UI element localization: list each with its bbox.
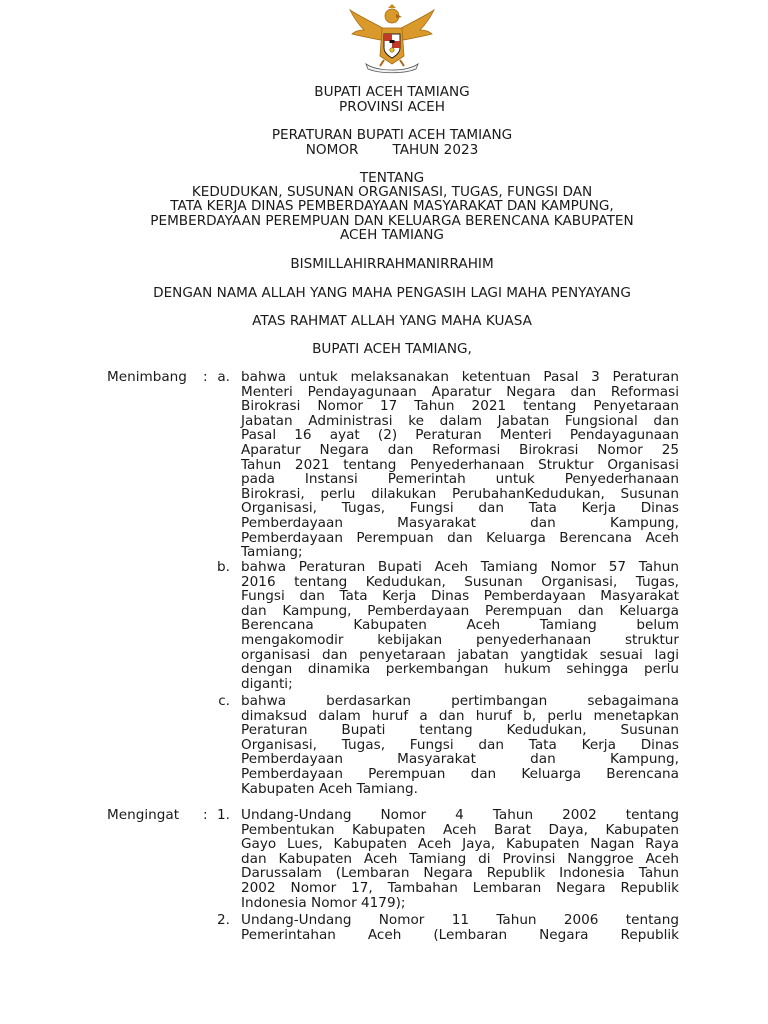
text-line: Pembentukan Kabupaten Aceh Barat Daya, Kabupaten	[241, 821, 679, 838]
subject-line-1: KEDUDUKAN, SUSUNAN ORGANISASI, TUGAS, FUNGSI DAN	[191, 184, 593, 200]
text-line: Pemberdayaan Perempuan dan Keluarga Berencana	[241, 765, 679, 782]
bupati-signatory-heading: BUPATI ACEH TAMIANG,	[312, 341, 472, 357]
text-line: dengan dinamika perkembangan hukum sehingga perlu	[241, 661, 679, 678]
item-mark: 1.	[217, 807, 230, 823]
dengan-nama-allah: DENGAN NAMA ALLAH YANG MAHA PENGASIH LAGI MAHA PENYAYANG	[153, 285, 631, 301]
tentang-heading: TENTANG	[359, 170, 425, 186]
text-line: mengakomodir kebijakan penyederhanaan struktur	[241, 631, 679, 648]
mengingat-item-2	[241, 913, 679, 942]
text-line: Peraturan Bupati tentang Kedudukan, Susunan	[241, 722, 679, 739]
text-line: Gayo Lues, Kabupaten Aceh Jaya, Kabupaten Nagan Raya	[241, 836, 679, 853]
text-line: Darussalam (Lembaran Negara Republik Indonesia Tahun	[241, 865, 679, 882]
text-line: Tamiang;	[241, 544, 303, 561]
mengingat-item-1	[241, 808, 679, 910]
nomor-label: NOMOR	[305, 142, 359, 158]
text-line: Birokrasi Nomor 17 Tahun 2021 tentang Penyetaraan	[241, 398, 679, 415]
text-line: 2002 Nomor 17, Tambahan Lembaran Negara Republik	[241, 879, 679, 896]
text-line: Menteri Pendayagunaan Aparatur Negara dan Reformasi	[241, 383, 679, 400]
text-line: diganti;	[241, 675, 293, 692]
menimbang-item-c	[241, 694, 679, 796]
heading-provinsi: PROVINSI ACEH	[339, 99, 445, 115]
heading-bupati: BUPATI ACEH TAMIANG	[314, 84, 470, 100]
text-line: Fungsi dan Tata Kerja Dinas Pemberdayaan Masyarakat	[241, 588, 679, 605]
text-line: Pemberdayaan Masyarakat dan Kampung,	[241, 751, 679, 768]
text-line: Aparatur Negara dan Reformasi Birokrasi Nomor 25	[241, 441, 679, 458]
text-line: Pemberdayaan Perempuan dan Keluarga Berencana Aceh	[241, 529, 679, 546]
menimbang-label: Menimbang	[107, 369, 187, 385]
text-line: Berencana Kabupaten Aceh Tamiang belum	[241, 617, 679, 634]
text-line: Organisasi, Tugas, Fungsi dan Tata Kerja Dinas	[241, 500, 679, 517]
text-line: Undang-Undang Nomor 11 Tahun 2006 tentang	[241, 912, 679, 928]
text-line: Organisasi, Tugas, Fungsi dan Tata Kerja Dinas	[241, 736, 679, 753]
text-line: Pemerintahan Aceh (Lembaran Negara Republik	[241, 926, 679, 943]
text-line: Tahun 2021 tentang Penyederhanaan Struktur Organisasi	[241, 456, 679, 473]
subject-line-4: ACEH TAMIANG	[340, 227, 444, 243]
text-line: dimaksud dalam huruf a dan huruf b, perlu menetapkan	[241, 707, 679, 724]
text-line: Birokrasi, perlu dilakukan PerubahanKedudukan, Susunan	[241, 485, 679, 502]
text-line: dan Kampung, Pemberdayaan Perempuan dan Keluarga	[241, 602, 679, 619]
menimbang-item-b	[241, 560, 679, 691]
mengingat-label: Mengingat	[107, 807, 180, 823]
tahun-label: TAHUN 2023	[392, 142, 479, 158]
atas-rahmat: ATAS RAHMAT ALLAH YANG MAHA KUASA	[252, 313, 532, 329]
text-line: pada Instansi Pemerintah untuk Penyederhanaan	[241, 471, 679, 488]
item-mark: b.	[217, 559, 230, 575]
text-line: bahwa berdasarkan pertimbangan sebagaimana	[241, 693, 679, 709]
text-line: organisasi dan penyetaraan jabatan yangtidak sesuai lagi	[241, 646, 679, 663]
item-mark: 2.	[217, 912, 230, 928]
mengingat-colon: :	[203, 807, 208, 823]
menimbang-item-a	[241, 370, 679, 560]
text-line: dan Kabupaten Aceh Tamiang di Provinsi Nanggroe Aceh	[241, 850, 679, 867]
bismillah: BISMILLAHIRRAHMANIRRAHIM	[290, 256, 494, 272]
text-line: Pasal 16 ayat (2) Peraturan Menteri Pendayagunaan	[241, 427, 679, 444]
item-mark: c.	[218, 693, 230, 709]
text-line: bahwa untuk melaksanakan ketentuan Pasal 3 Peraturan	[241, 369, 679, 385]
item-mark: a.	[217, 369, 230, 385]
subject-line-2: TATA KERJA DINAS PEMBERDAYAAN MASYARAKAT DAN KAMPUNG,	[170, 198, 614, 214]
text-line: bahwa Peraturan Bupati Aceh Tamiang Nomor 57 Tahun	[241, 559, 679, 575]
menimbang-colon: :	[203, 369, 208, 385]
subject-line-3: PEMBERDAYAAN PEREMPUAN DAN KELUARGA BERENCANA KABUPATEN	[150, 213, 634, 229]
garuda-emblem-icon	[344, 2, 440, 74]
text-line: Indonesia Nomor 4179);	[241, 894, 406, 911]
regulation-number	[0, 143, 768, 158]
text-line: Jabatan Administrasi ke dalam Jabatan Fungsional dan	[241, 412, 679, 429]
regulation-title: PERATURAN BUPATI ACEH TAMIANG	[271, 127, 513, 143]
text-line: Undang-Undang Nomor 4 Tahun 2002 tentang	[241, 807, 679, 823]
text-line: Kabupaten Aceh Tamiang.	[241, 780, 418, 797]
text-line: 2016 tentang Kedudukan, Susunan Organisasi, Tugas,	[241, 573, 679, 590]
text-line: Pemberdayaan Masyarakat dan Kampung,	[241, 514, 679, 531]
